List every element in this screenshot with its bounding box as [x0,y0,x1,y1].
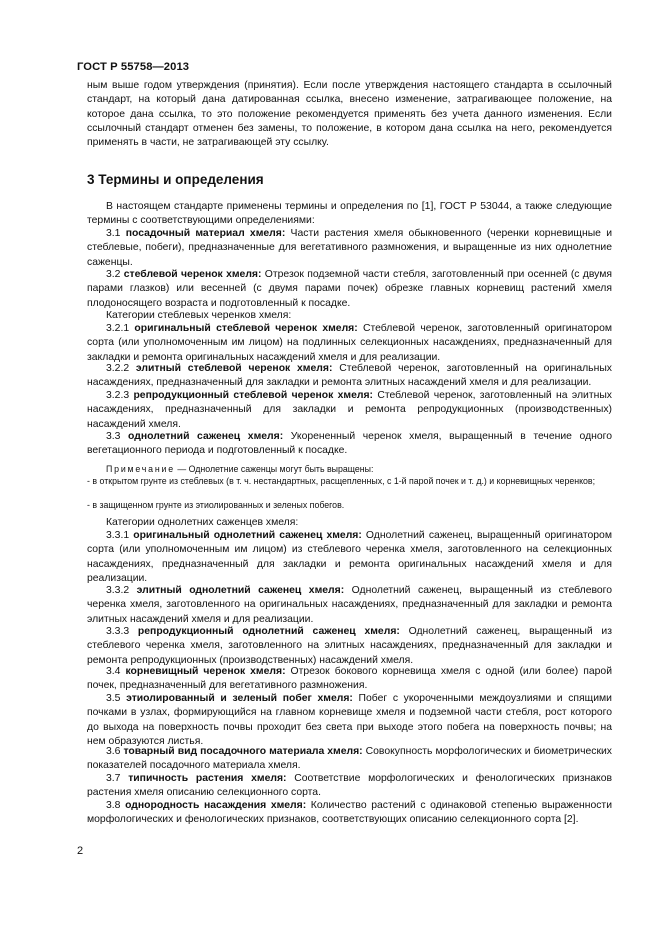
term-name: репродукционный стеблевой черенок хмеля: [133,390,374,401]
term-name: типичность растения хмеля: [128,773,287,784]
term-definition: Стеблевой черенок, заготовленный оригинатором сорта (или уполномоченным им лицом) на подлинных селекционных насаждениях, предназначенный для закладки и ремонта оригинальных насаждений хмеля и для реализации. [87,323,612,363]
term-number: 3.1 [106,228,126,239]
term-3-3 [87,430,612,459]
category-seedlings-heading: Категории однолетних саженцев хмеля: [106,517,299,528]
term-number: 3.6 [106,746,124,757]
term-definition: Отрезок подземной части стебля, заготовленный при осенней (с двумя парами глазков) или весенней (с двумя парами почек) обрезке главных корневищ растений хмеля плодоносящего возраста и подготовленный к посадке. [87,269,612,309]
term-name: этиолированный и зеленый побег хмеля: [126,693,353,704]
term-definition: Побег с укороченными междоузлиями и спящими почками в узлах, формирующийся на главном корневище хмеля и подземной части стебля, рост которого до выхода на поверхность почвы проходит без света при выходе этого побега на поверхность почвы; на нем образуются листья. [87,693,612,747]
note-label: Примечание [106,464,175,474]
term-name: посадочный материал хмеля: [125,228,286,239]
term-3-5 [87,692,612,749]
term-3-3-1 [87,529,612,586]
term-definition: Однолетний саженец, выращенный из стеблевого черенка хмеля, заготовленного на элитных насаждениях, предназначенный для закладки и ремонта репродукционных (производственных) насаждений хмеля. [87,626,612,666]
term-name: однолетний саженец хмеля: [128,431,284,442]
term-name: товарный вид посадочного материала хмеля: [123,746,363,757]
term-3-2-2 [87,362,612,391]
term-3-1 [87,227,612,270]
term-number: 3.5 [106,693,127,704]
intro-continuation: ным выше годом утверждения (принятия). Если после утверждения настоящего стандарта в ссылочный стандарт, на который дана датированная ссылка, внесено изменение, затрагивающее положение, на которое дана ссылка, то это положение рекомендуется применять без учета данного изменения. Если ссылочный стандарт отменен без замены, то положение, в котором дана ссылка на него, рекомендуется применять в части, не затрагивающей эту ссылку. [87,80,612,148]
term-definition: Количество растений с одинаковой степенью выраженности морфологических и фенологических признаков, соответствующих описанию селекционного сорта [2]. [87,800,612,826]
term-number: 3.3.2 [106,585,137,596]
term-name: однородность насаждения хмеля: [125,800,307,811]
term-3-6 [87,745,612,774]
term-number: 3.7 [106,773,129,784]
term-name: корневищный черенок хмеля: [125,666,286,677]
term-3-2 [87,268,612,311]
term-name: элитный стеблевой черенок хмеля: [135,363,333,374]
term-number: 3.3 [106,431,129,442]
term-name: элитный однолетний саженец хмеля: [136,585,345,596]
term-3-2-1 [87,322,612,365]
term-definition: Отрезок бокового корневища хмеля с одной (или более) парой почек, предназначенный для вегетативного размножения. [87,666,612,692]
term-definition: Укорененный черенок хмеля, выращенный в течение одного вегетационного периода и подготовленный к посадке. [87,431,612,457]
term-number: 3.2.2 [106,363,136,374]
term-name: стеблевой черенок хмеля: [123,269,262,280]
section-title: 3 Термины и определения [87,172,264,187]
term-3-8 [87,799,612,828]
note-line-1: - в открытом грунте из стеблевых (в т. ч. нестандартных, расщепленных, с 1-й парой почек и т. д.) и корневищных черенков; [87,476,596,486]
term-number: 3.2.3 [106,390,134,401]
term-definition: Соответствие морфологических и фенологических признаков растения хмеля описанию селекционного сорта. [87,773,612,799]
term-number: 3.8 [106,800,126,811]
term-3-7 [87,772,612,801]
term-number: 3.2.1 [106,323,135,334]
term-name: оригинальный однолетний саженец хмеля: [133,530,362,541]
term-3-4 [87,665,612,694]
term-definition: Однолетний саженец, выращенный оригинатором сорта (или уполномоченным им лицом) из стеблевого черенка хмеля, заготовленного на селекционных насаждениях, предназначенный для закладки и ремонта оригинальных насаждений хмеля и для реализации. [87,530,612,584]
term-definition: Стеблевой черенок, заготовленный на оригинальных насаждениях, предназначенный для закладки и ремонта элитных насаждений хмеля и для реализации. [87,363,612,389]
note-block [87,463,612,475]
term-definition: Стеблевой черенок, заготовленный на элитных насаждениях, предназначенный для закладки и ремонта репродукционных (производственных) насаждений хмеля. [87,390,612,430]
term-name: оригинальный стеблевой черенок хмеля: [134,323,358,334]
standard-header: ГОСТ Р 55758—2013 [77,61,190,73]
term-number: 3.3.1 [106,530,134,541]
term-number: 3.3.3 [106,626,138,637]
term-name: репродукционный однолетний саженец хмеля: [137,626,400,637]
term-3-3-2 [87,584,612,627]
term-definition: Однолетний саженец, выращенный из стеблевого черенка хмеля, заготовленного на оригинальных насаждениях, предназначенный для закладки и ремонта элитных насаждений хмеля и для реализации. [87,585,613,625]
section-intro: В настоящем стандарте применены термины и определения по [1], ГОСТ Р 53044, а также следующие термины с соответствующими определениями: [87,201,612,227]
term-number: 3.4 [106,666,126,677]
term-3-3-3 [87,625,612,668]
note-line-2: - в защищенном грунте из этиолированных и зеленых побегов. [87,500,345,510]
note-text: — Однолетние саженцы могут быть выращены: [174,464,374,474]
term-3-2-3 [87,389,612,432]
term-definition: Совокупность морфологических и биометрических показателей посадочного материала хмеля. [87,746,612,772]
term-definition: Части растения хмеля обыкновенного (черенки корневищные и стеблевые, побеги), предназначенные для вегетативного размножения, и выращенные из них однолетние саженцы. [87,228,613,268]
term-number: 3.2 [106,269,124,280]
category-cuttings-heading: Категории стеблевых черенков хмеля: [106,310,292,321]
page-number: 2 [77,845,84,857]
